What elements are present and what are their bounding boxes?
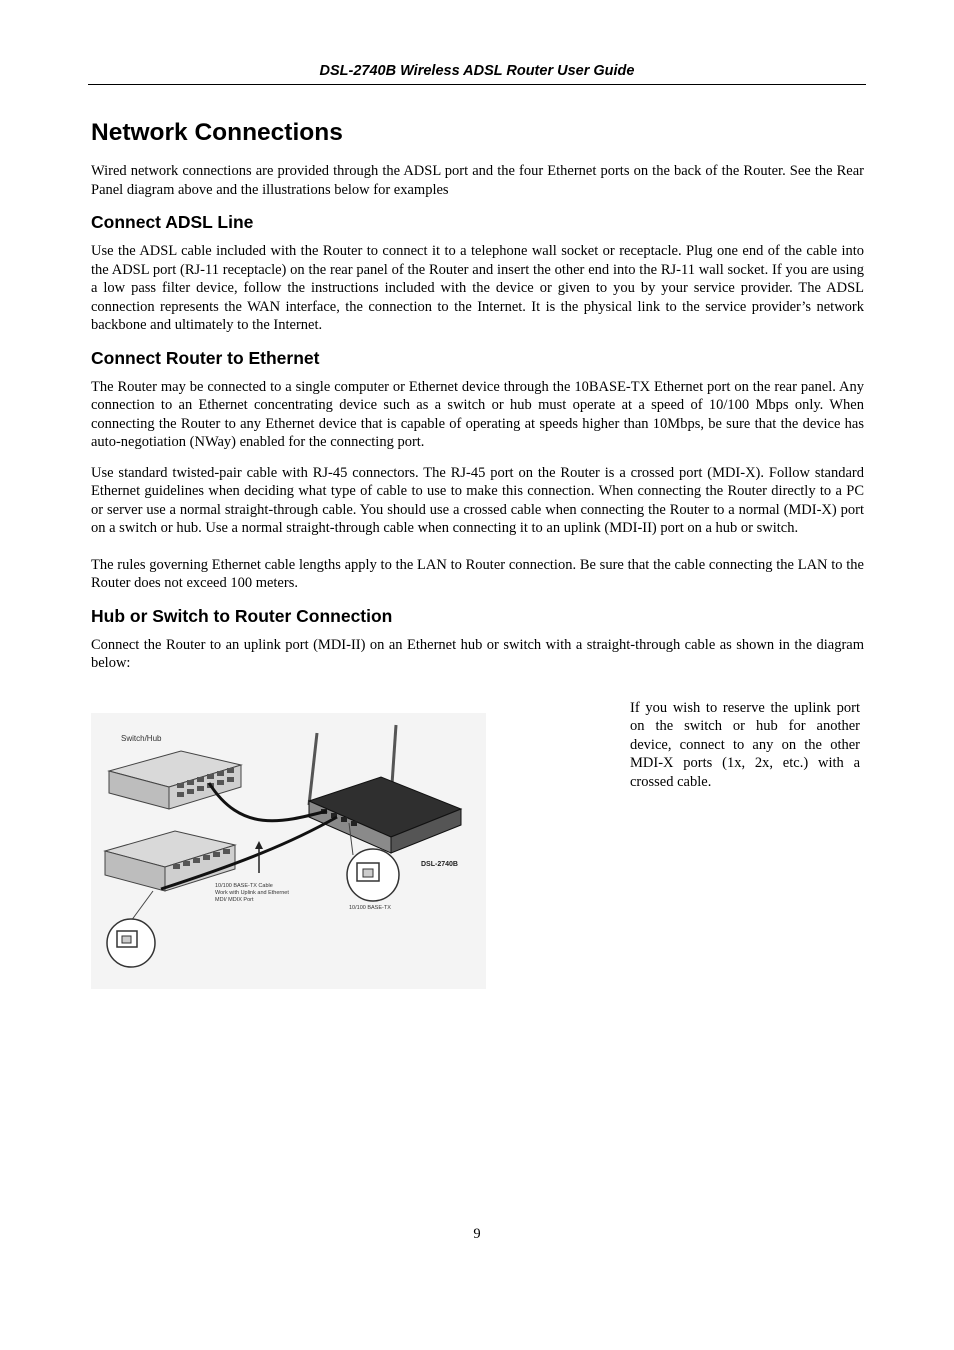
hub-paragraph: Connect the Router to an uplink port (MDI-II) on an Ethernet hub or switch with a straight-through cable as shown in the diagram below: xyxy=(91,636,864,671)
ethernet-paragraph-3: The rules governing Ethernet cable lengths apply to the LAN to Router connection. Be sure that the cable connecting the LAN to the Router does not exceed 100 meters. xyxy=(91,556,864,591)
switch-hub-label: Switch/Hub xyxy=(121,733,162,743)
section-title: Network Connections xyxy=(91,119,343,146)
cable-label-line-3: MDI/ MDIX Port xyxy=(215,896,254,903)
cable-label-line-1: 10/100 BASE-TX Cable xyxy=(215,882,273,889)
router-label: DSL-2740B xyxy=(421,860,458,868)
ethernet-paragraph-2: Use standard twisted-pair cable with RJ-45 connectors. The RJ-45 port on the Router is a crossed port (MDI-X). Follow standard Ethernet guidelines when deciding what type of cable to use to make this connection. When connecting the Router directly to a PC or server use a normal straight-through cable. You should use a crossed cable when connecting the Router to a normal (MDI-X) port on a switch or hub. Use a normal straight-through cable when connecting it to an uplink (MDI-II) port on a hub or switch. xyxy=(91,464,864,536)
header-rule xyxy=(88,84,866,85)
figure-row xyxy=(91,699,864,999)
adsl-paragraph: Use the ADSL cable included with the Router to connect it to a telephone wall socket or receptacle. Plug one end of the cable into the ADSL port (RJ-11 receptacle) on the rear panel of the Router and insert the other end into the RJ-11 wall socket. If you are using a low pass filter device, follow the instructions included with the device or given to you by your service provider. The ADSL connection represents the WAN interface, the connection to the Internet. It is the physical link to the service provider’s network backbone and ultimately to the Internet. xyxy=(91,243,864,333)
page-content xyxy=(91,116,864,999)
page-number: 9 xyxy=(473,1226,481,1242)
ethernet-paragraph-1: The Router may be connected to a single computer or Ethernet device through the 10BASE-TX Ethernet port on the rear panel. Any connection to an Ethernet concentrating device such as a switch or hub must operate at a speed of 10/100 Mbps only. When connecting the Router to any Ethernet device that is capable of operating at speeds higher than 10Mbps, be sure that the device has auto-negotiation (NWay) enabled for the connecting port. xyxy=(91,378,864,450)
adsl-heading: Connect ADSL Line xyxy=(91,212,254,232)
intro-paragraph: Wired network connections are provided through the ADSL port and the four Ethernet ports on the back of the Router. See the Rear Panel diagram above and the illustrations below for examples xyxy=(91,163,864,198)
side-note: If you wish to reserve the uplink port on the switch or hub for another device, connect to any on the other MDI-X ports (1x, 2x, etc.) with a crossed cable. xyxy=(630,699,860,790)
hub-heading: Hub or Switch to Router Connection xyxy=(91,605,393,626)
hub-router-diagram xyxy=(91,713,486,989)
ethernet-heading: Connect Router to Ethernet xyxy=(91,347,320,368)
running-header: DSL-2740B Wireless ADSL Router User Guide xyxy=(319,63,635,79)
cable-label-line-2: Work with Uplink and Ethernet xyxy=(215,889,289,896)
port-label: 10/100 BASE-TX xyxy=(349,904,391,911)
